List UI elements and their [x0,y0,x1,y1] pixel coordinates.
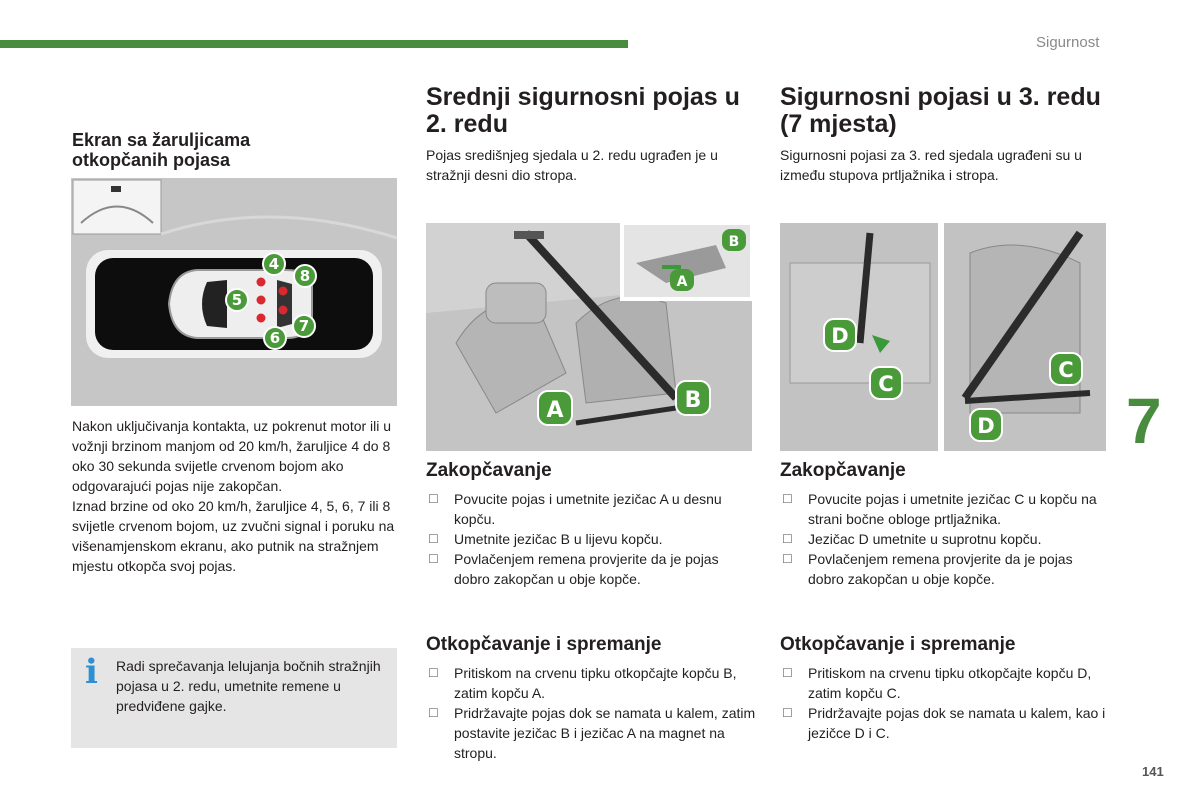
square-bullet-icon: ☐ [782,706,793,720]
list-item: ☐ Jezičac D umetnite u suprotnu kopču. [782,531,1042,547]
list-item: ☐ Pridržavajte pojas dok se namata u kalem, zatim postavite jezičac B i jezičac A na magnet na stropu. [428,705,756,761]
square-bullet-icon: ☐ [782,492,793,506]
col3-release-list [780,663,1110,743]
third-row-belt-figure [780,223,1106,451]
square-bullet-icon: ☐ [428,706,439,720]
col2-fasten-title: Zakopčavanje [426,460,552,481]
square-bullet-icon: ☐ [428,552,439,566]
square-bullet-icon: ☐ [428,492,439,506]
list-item: ☐ Pritiskom na crvenu tipku otkopčajte kopču B, zatim kopču A. [428,665,737,701]
figure-label: D [831,324,849,348]
figure-label: B [684,388,702,413]
figure-label: A [676,274,688,290]
lamp-label: 4 [268,255,280,273]
col2-release-list [426,663,756,763]
list-item: ☐ Povlačenjem remena provjerite da je pojas dobro zakopčan u obje kopče. [782,551,1073,587]
info-icon: i [85,652,98,692]
figure-label: C [1058,358,1074,382]
info-box [71,648,397,748]
list-item: ☐ Povucite pojas i umetnite jezičac C u kopču na strani bočne obloge prtljažnika. [782,491,1097,527]
square-bullet-icon: ☐ [782,666,793,680]
header-accent-bar [0,40,628,48]
figure-label: D [977,414,995,438]
col3-intro: Sigurnosni pojasi za 3. red sjedala ugrađeni su u između stupova prtljažnika i stropa. [780,147,1082,183]
col3-fasten-title: Zakopčavanje [780,460,906,481]
col2-fasten-list [426,489,756,589]
chapter-number: 7 [1126,385,1162,457]
list-item: ☐ Pritiskom na crvenu tipku otkopčajte kopču D, zatim kopču C. [782,665,1092,701]
list-item: ☐ Povucite pojas i umetnite jezičac A u desnu kopču. [428,491,722,527]
info-text: Radi sprečavanja lelujanja bočnih stražnjih pojasa u 2. redu, umetnite remene u predviđene gajke. [116,658,381,714]
warning-lamps-figure [71,178,397,406]
figure-label: C [878,372,894,396]
col3-fasten-list [780,489,1110,589]
list-item: ☐ Povlačenjem remena provjerite da je pojas dobro zakopčan u obje kopče. [428,551,719,587]
col3-title: Sigurnosni pojasi u 3. redu (7 mjesta) [780,83,1101,138]
square-bullet-icon: ☐ [782,532,793,546]
col1-text [72,416,402,576]
lamp-label: 8 [299,267,311,285]
dashboard-screen-illustration [71,178,397,406]
middle-belt-figure [426,223,752,451]
col1-title: Ekran sa žaruljicama otkopčanih pojasa [72,130,251,170]
lamp-label: 7 [298,317,310,335]
square-bullet-icon: ☐ [428,532,439,546]
lamp-label: 6 [269,329,281,347]
col1-paragraph-1: Nakon uključivanja kontakta, uz pokrenut motor ili u vožnji brzinom manjom od 20 km/h, žaruljice 4 do 8 oko 30 sekunda svijetle crvenom bojom ako odgovarajući pojas nije zakopčan. [72,418,392,494]
third-row-belt-illustration [780,223,1106,451]
col3-release-title: Otkopčavanje i spremanje [780,634,1016,655]
figure-label: B [728,234,740,250]
page-number: 141 [1142,764,1164,779]
col2-intro: Pojas središnjeg sjedala u 2. redu ugrađen je u stražnji desni dio stropa. [426,147,718,183]
col2-title: Srednji sigurnosni pojas u 2. redu [426,83,740,138]
section-name: Sigurnost [1036,34,1100,51]
list-item: ☐ Umetnite jezičac B u lijevu kopču. [428,531,663,547]
col2-release-title: Otkopčavanje i spremanje [426,634,662,655]
col1-paragraph-2: Iznad brzine od oko 20 km/h, žaruljice 4, 5, 6, 7 ili 8 svijetle crvenom bojom, uz zvučni signal i poruku na višenamjenskom ekranu, ako putnik na stražnjem mjestu otkopča svoj pojas. [72,498,395,574]
square-bullet-icon: ☐ [428,666,439,680]
list-item: ☐ Pridržavajte pojas dok se namata u kalem, kao i jezičce D i C. [782,705,1106,741]
square-bullet-icon: ☐ [782,552,793,566]
lamp-label: 5 [231,291,243,309]
middle-belt-illustration [426,223,752,451]
figure-label: A [546,398,564,423]
